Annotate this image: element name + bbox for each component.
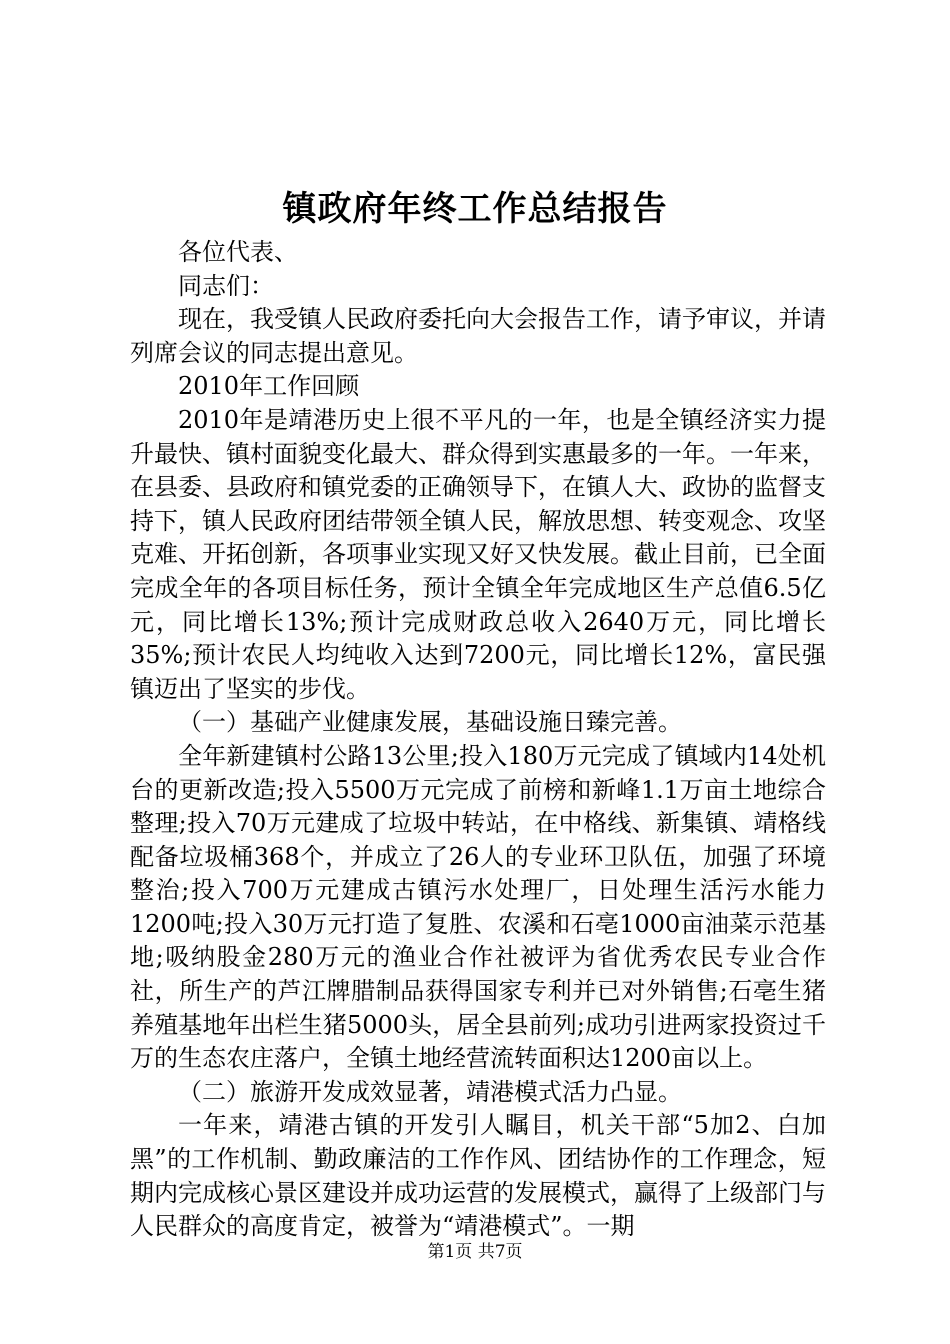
paragraph-infrastructure: 全年新建镇村公路13公里;投入180万元完成了镇域内14处机台的更新改造;投入5500万元完成了前榜和新峰1.1万亩土地综合整理;投入70万元建成了垃圾中转站，在中格线、新集镇、靖格线配备垃圾桶368个，并成立了26人的专业环卫队伍，加强了环境整治;投入700万元建成古镇污水处理厂，日处理生活污水能力1200吨;投入30万元打造了复胜、农溪和石亳1000亩油菜示范基地;吸纳股金280万元的渔业合作社被评为省优秀农民专业合作社，所生产的芦江牌腊制品获得国家专利并已对外销售;石亳生猪养殖基地年出栏生猪5000头，居全县前列;成功引进两家投资过千万的生态农庄落户，全镇土地经营流转面积达1200亩以上。 — [130, 741, 826, 1073]
document-title: 镇政府年终工作总结报告 — [282, 189, 668, 229]
paragraph-tourism: 一年来，靖港古镇的开发引人瞩目，机关干部“5加2、白加黑”的工作机制、勤政廉洁的工作作风、团结协作的工作理念，短期内完成核心景区建设并成功运营的发展模式，赢得了上级部门与人民群众的高度肯定，被誉为“靖港模式”。一期 — [130, 1111, 826, 1241]
section-heading-review: 2010年工作回顾 — [178, 372, 360, 401]
intro-paragraph: 现在，我受镇人民政府委托向大会报告工作，请予审议，并请列席会议的同志提出意见。 — [130, 305, 826, 367]
review-paragraph: 2010年是靖港历史上很不平凡的一年，也是全镇经济实力提升最快、镇村面貌变化最大、群众得到实惠最多的一年。一年来，在县委、县政府和镇党委的正确领导下，在镇人大、政协的监督支持下，镇人民政府团结带领全镇人民，解放思想、转变观念、攻坚克难、开拓创新，各项事业实现又好又快发展。截止目前，已全面完成全年的各项目标任务，预计全镇全年完成地区生产总值6.5亿元，同比增长13%;预计完成财政总收入2640万元，同比增长35%;预计农民人均纯收入达到7200元，同比增长12%，富民强镇迈出了坚实的步伐。 — [130, 405, 826, 703]
page-number-footer: 第1页 共7页 — [427, 1242, 523, 1262]
salutation-line-1: 各位代表、 — [178, 238, 298, 266]
document-body — [130, 236, 826, 1244]
salutation-line-2: 同志们： — [178, 271, 274, 300]
subheading-1: （一）基础产业健康发展，基础设施日臻完善。 — [178, 708, 682, 737]
subheading-2: （二）旅游开发成效显著，靖港模式活力凸显。 — [178, 1077, 682, 1106]
